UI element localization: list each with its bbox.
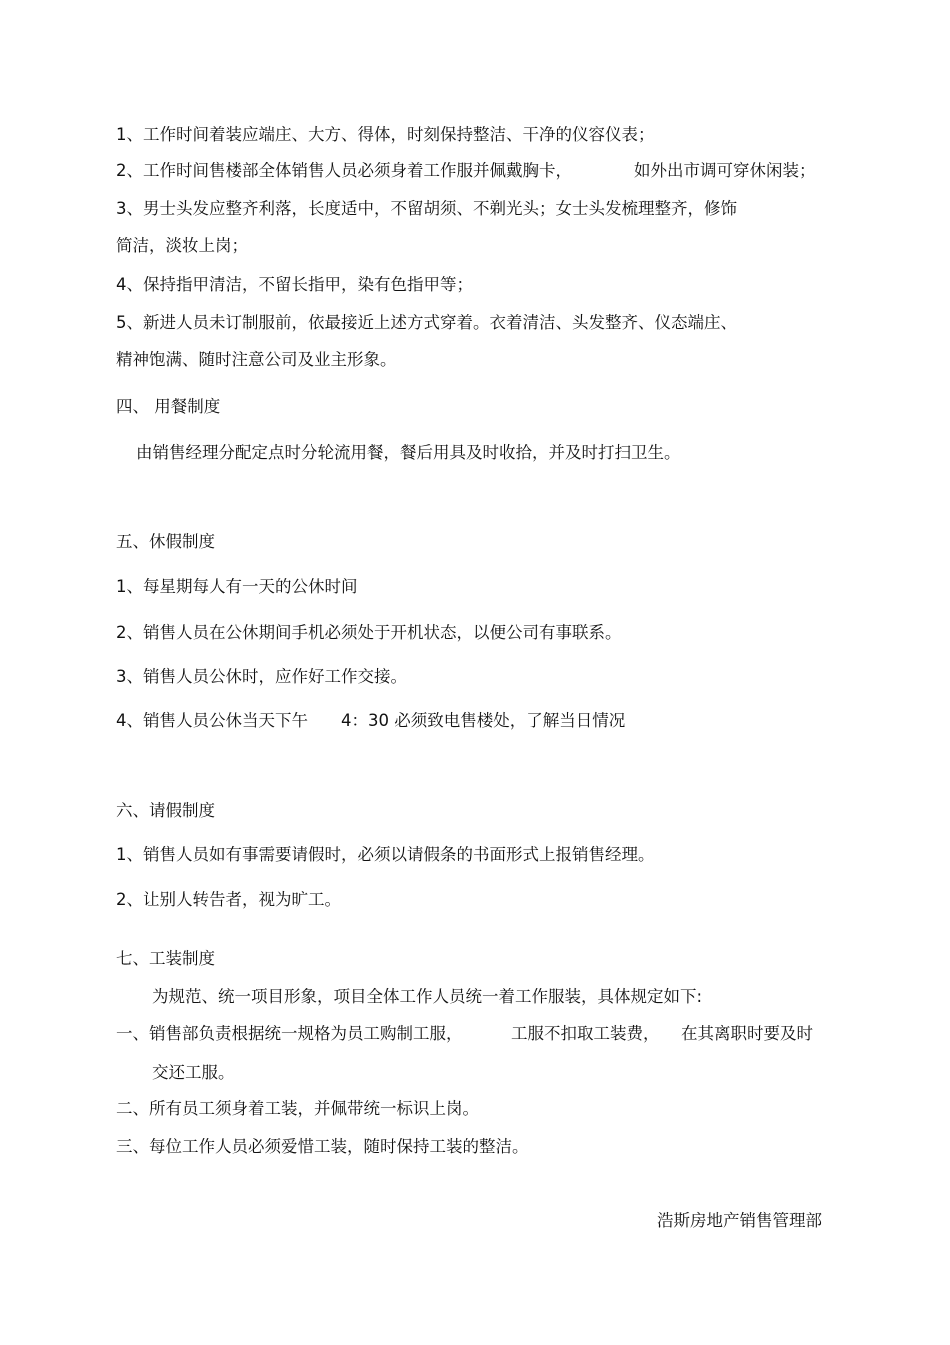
dress-code-item-2-part-1: 2、工作时间售楼部全体销售人员必须身着工作服并佩戴胸卡， [116, 161, 572, 180]
leave-item-4-part-2: 4：30 必须致电售楼处，了解当日情况 [341, 711, 626, 730]
uniform-intro: 为规范、统一项目形象，项目全体工作人员统一着工作服装，具体规定如下: [152, 987, 703, 1006]
uniform-heading: 七、工装制度 [116, 949, 215, 968]
uniform-item-1-part-1: 一、销售部负责根据统一规格为员工购制工服， [116, 1024, 463, 1043]
absence-item-1: 1、销售人员如有事需要请假时，必须以请假条的书面形式上报销售经理。 [116, 845, 655, 864]
leave-item-3: 3、销售人员公休时，应作好工作交接。 [116, 667, 407, 686]
uniform-item-2: 二、所有员工须身着工装，并佩带统一标识上岗。 [116, 1099, 479, 1118]
dress-code-item-5-line-2: 精神饱满、随时注意公司及业主形象。 [116, 350, 397, 369]
dress-code-item-2-part-2: 如外出市调可穿休闲装； [634, 161, 816, 180]
dress-code-item-3-line-2: 简洁，淡妆上岗； [116, 236, 248, 255]
leave-heading: 五、休假制度 [116, 532, 215, 551]
leave-item-2: 2、销售人员在公休期间手机必须处于开机状态，以便公司有事联系。 [116, 623, 622, 642]
meal-body: 由销售经理分配定点时分轮流用餐，餐后用具及时收拾，并及时打扫卫生。 [136, 443, 681, 462]
uniform-item-1-part-3: 在其离职时要及时 [681, 1024, 813, 1043]
dress-code-item-3-line-1: 3、男士头发应整齐利落，长度适中，不留胡须、不剃光头；女士头发梳理整齐，修饰 [116, 199, 737, 218]
leave-item-1: 1、每星期每人有一天的公休时间 [116, 577, 358, 596]
leave-item-4-part-1: 4、销售人员公休当天下午 [116, 711, 308, 730]
uniform-item-1-part-2: 工服不扣取工装费， [511, 1024, 660, 1043]
dress-code-item-1: 1、工作时间着装应端庄、大方、得体，时刻保持整洁、干净的仪容仪表； [116, 125, 655, 144]
uniform-item-1-line-2: 交还工服。 [152, 1063, 235, 1082]
signature: 浩斯房地产销售管理部 [657, 1211, 822, 1230]
uniform-item-3: 三、每位工作人员必须爱惜工装，随时保持工装的整洁。 [116, 1137, 529, 1156]
dress-code-item-5-line-1: 5、新进人员未订制服前，依最接近上述方式穿着。衣着清洁、头发整齐、仪态端庄、 [116, 313, 737, 332]
absence-item-2: 2、让别人转告者，视为旷工。 [116, 890, 341, 909]
dress-code-item-4: 4、保持指甲清洁，不留长指甲，染有色指甲等； [116, 275, 473, 294]
meal-heading: 四、 用餐制度 [116, 397, 221, 416]
absence-heading: 六、请假制度 [116, 801, 215, 820]
